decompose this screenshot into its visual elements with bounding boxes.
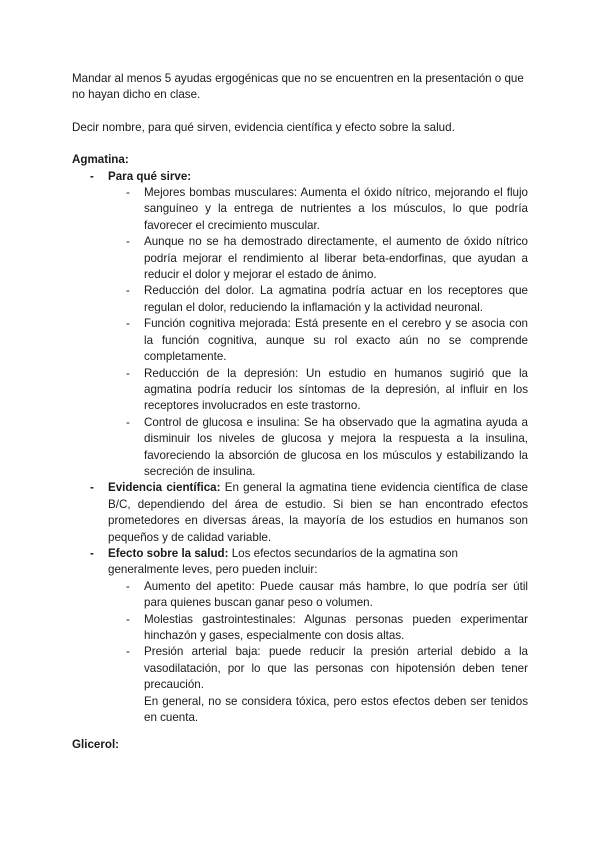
evidencia-text: En general la agmatina tiene evidencia científica de clase B/C, dependiendo del área de estudio. Si bien se han encontrado efectos prometedores en diversas áreas, la mayoría de los estudios en humanos son pequeños y de calidad variable. bbox=[108, 481, 528, 544]
list-item-evidencia bbox=[72, 480, 528, 546]
para-que-sirve-list bbox=[108, 185, 528, 480]
intro-requirements: Decir nombre, para qué sirven, evidencia científica y efecto sobre la salud. bbox=[72, 120, 455, 134]
sub-bullet: - bbox=[126, 284, 130, 298]
agmatina-main-list bbox=[72, 169, 528, 727]
efecto-text: Los efectos secundarios de la agmatina son generalmente leves, pero pueden incluir: bbox=[108, 546, 458, 577]
list-item bbox=[108, 415, 528, 481]
benefit-text: Aunque no se ha demostrado directamente, el aumento de óxido nítrico podría mejorar el rendimiento al liberar beta-endorfinas, que ayudan a reducir el dolor y mejorar el estado de ánimo. bbox=[144, 235, 528, 282]
intro-instruction: Mandar al menos 5 ayudas ergogénicas que no se encuentren en la presentación o que no hayan dicho en clase. bbox=[72, 72, 524, 102]
list-item bbox=[108, 234, 528, 283]
list-item-para-que-sirve bbox=[72, 169, 528, 481]
list-item bbox=[108, 579, 528, 612]
sub-bullet: - bbox=[126, 645, 130, 659]
list-item bbox=[108, 283, 528, 316]
efecto-closing: En general, no se considera tóxica, pero estos efectos deben ser tenidos en cuenta. bbox=[144, 694, 528, 725]
sub-bullet: - bbox=[126, 612, 130, 626]
sub-bullet: - bbox=[126, 415, 130, 429]
list-item bbox=[108, 612, 528, 645]
label-efecto: Efecto sobre la salud: bbox=[108, 546, 229, 560]
sub-bullet: - bbox=[126, 317, 130, 331]
sub-bullet: - bbox=[126, 235, 130, 249]
list-item bbox=[108, 185, 528, 234]
benefit-text: Reducción del dolor. La agmatina podría actuar en los receptores que regulan el dolor, reduciendo la inflamación y la actividad neuronal. bbox=[144, 284, 528, 314]
benefit-text: Control de glucosa e insulina: Se ha observado que la agmatina ayuda a disminuir los niveles de glucosa y mejora la respuesta a la insulina, favoreciendo la absorción de glucosa en los músculos y estabilizando la secreción de insulina. bbox=[144, 415, 528, 478]
side-effect-text: Presión arterial baja: puede reducir la presión arterial debido a la vasodilatación, por lo que las personas con hipotensión deben tener precaución. bbox=[144, 645, 528, 692]
section-title-glicerol: Glicerol: bbox=[72, 738, 120, 751]
document-body bbox=[72, 71, 528, 726]
benefit-text: Función cognitiva mejorada: Está presente en el cerebro y se asocia con la función cognitiva, aunque su rol exacto aún no se comprende completamente. bbox=[144, 317, 528, 364]
list-item bbox=[108, 316, 528, 365]
label-evidencia: Evidencia científica: bbox=[108, 481, 221, 495]
list-item bbox=[108, 644, 528, 693]
dash-bullet: - bbox=[90, 481, 94, 495]
sub-bullet: - bbox=[126, 366, 130, 380]
sub-bullet: - bbox=[126, 579, 130, 593]
benefit-text: Mejores bombas musculares: Aumenta el óxido nítrico, mejorando el flujo sanguíneo y la entrega de nutrientes a los músculos, lo que podría favorecer el crecimiento muscular. bbox=[144, 186, 528, 232]
label-para-que-sirve: Para qué sirve: bbox=[108, 169, 192, 183]
dash-bullet: - bbox=[90, 169, 94, 183]
efecto-list bbox=[108, 579, 528, 694]
list-item bbox=[108, 366, 528, 415]
section-title-agmatina: Agmatina: bbox=[72, 153, 129, 167]
sub-bullet: - bbox=[126, 186, 130, 200]
benefit-text: Reducción de la depresión: Un estudio en humanos sugirió que la agmatina podría reducir los síntomas de la depresión, al influir en los receptores involucrados en este trastorno. bbox=[144, 366, 528, 413]
list-item-efecto bbox=[72, 546, 528, 726]
side-effect-text: Aumento del apetito: Puede causar más hambre, lo que podría ser útil para quienes buscan ganar peso o volumen. bbox=[144, 579, 528, 610]
side-effect-text: Molestias gastrointestinales: Algunas personas pueden experimentar hinchazón y gases, especialmente con dosis altas. bbox=[144, 612, 528, 642]
dash-bullet: - bbox=[90, 546, 94, 560]
